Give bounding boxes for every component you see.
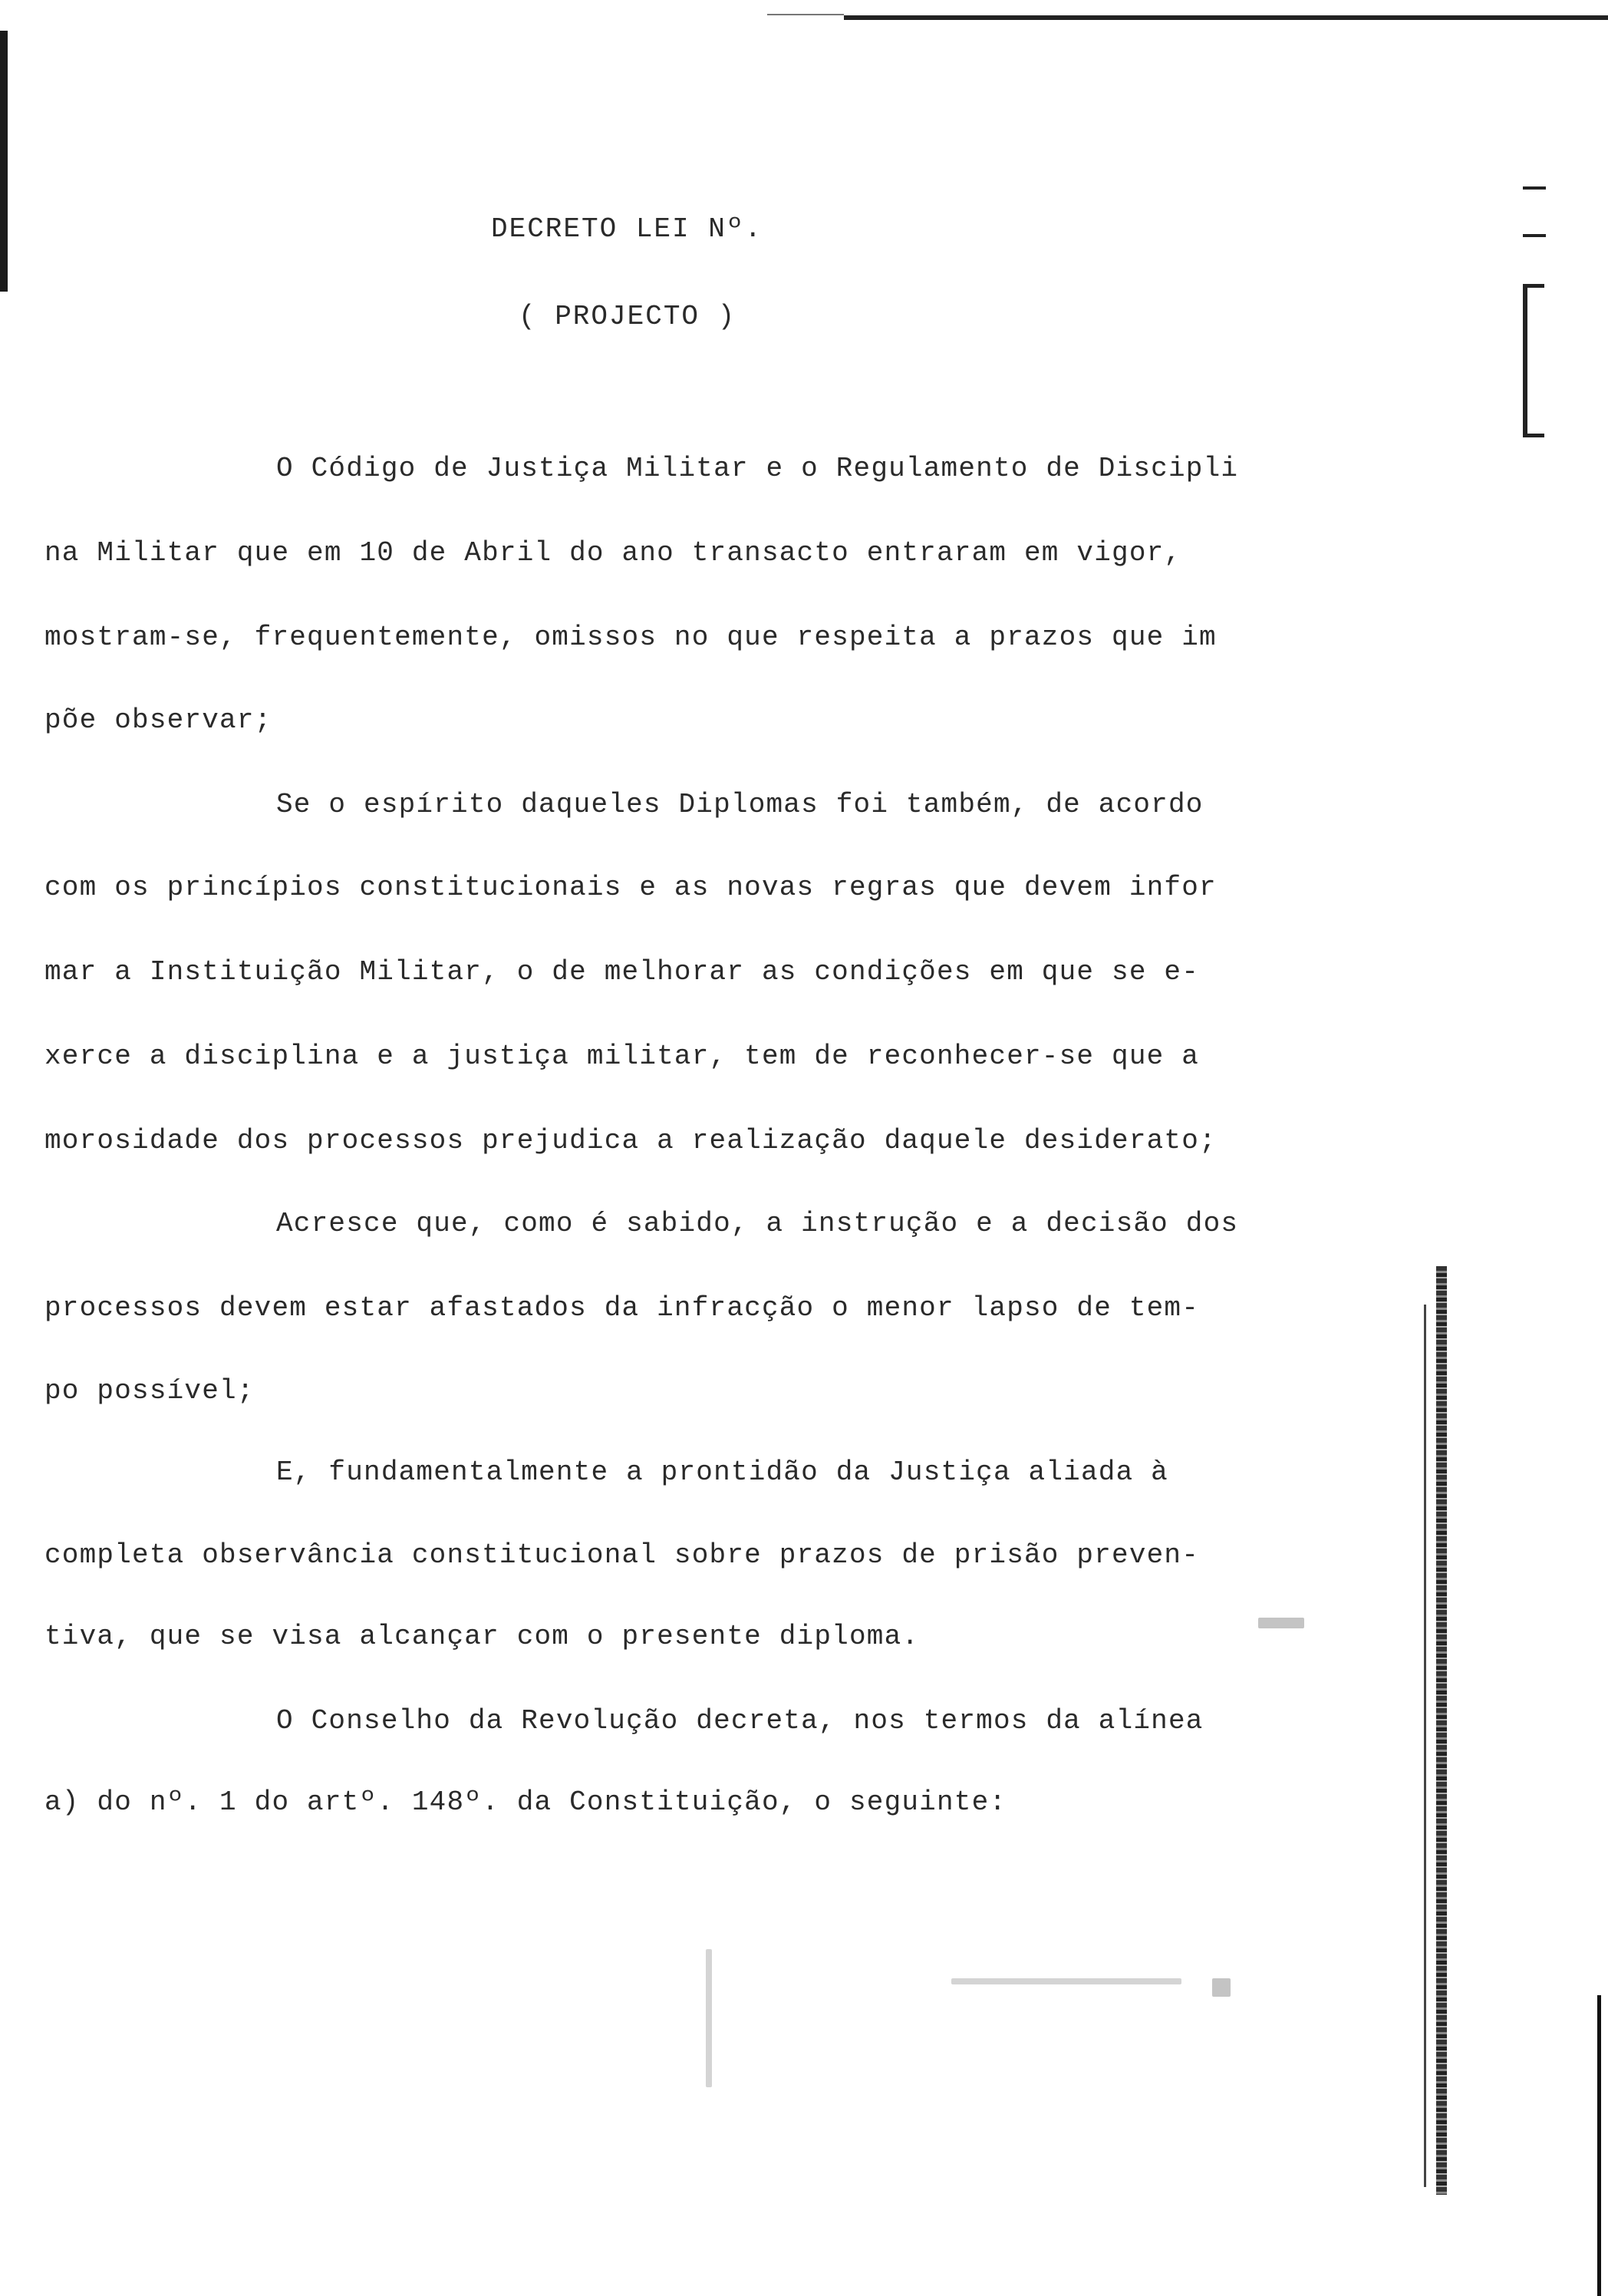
scan-edge-left: [0, 31, 8, 292]
body-line: Se o espírito daqueles Diplomas foi também, de acordo: [276, 789, 1204, 820]
body-line: morosidade dos processos prejudica a realização daquele desiderato;: [44, 1125, 1217, 1156]
document-subtitle: ( PROJECTO ): [519, 301, 736, 332]
scan-top-rule: [844, 15, 1608, 20]
scan-top-rule-thin: [767, 14, 844, 15]
body-line: com os princípios constitucionais e as novas regras que devem infor: [44, 872, 1217, 903]
body-line: mar a Instituição Militar, o de melhorar as condições em que se e-: [44, 956, 1200, 988]
body-line: xerce a disciplina e a justiça militar, tem de reconhecer-se que a: [44, 1041, 1200, 1072]
margin-bracket: [1523, 284, 1527, 437]
body-line: na Militar que em 10 de Abril do ano transacto entraram em vigor,: [44, 537, 1182, 569]
body-line: tiva, que se visa alcançar com o presente diploma.: [44, 1621, 920, 1652]
scan-margin-line: [1424, 1305, 1426, 2187]
body-line: Acresce que, como é sabido, a instrução e a decisão dos: [276, 1208, 1239, 1239]
margin-dash: [1523, 234, 1546, 237]
document-title: DECRETO LEI Nº.: [491, 213, 763, 245]
body-line: completa observância constitucional sobre prazos de prisão preven-: [44, 1539, 1200, 1571]
margin-dash: [1523, 186, 1546, 190]
scan-speck: [1212, 1978, 1231, 1997]
body-line: E, fundamentalmente a prontidão da Justiça aliada à: [276, 1456, 1168, 1488]
body-line: O Código de Justiça Militar e o Regulamento de Discipli: [276, 453, 1239, 484]
scan-speck: [951, 1978, 1181, 1984]
body-line: po possível;: [44, 1375, 255, 1407]
body-line: a) do nº. 1 do artº. 148º. da Constituição, o seguinte:: [44, 1786, 1007, 1818]
body-line: mostram-se, frequentemente, omissos no que respeita a prazos que im: [44, 622, 1217, 653]
scan-speck: [706, 1949, 712, 2087]
body-line: põe observar;: [44, 704, 272, 736]
margin-bracket-bottom: [1523, 434, 1544, 437]
scan-edge-right: [1597, 1995, 1601, 2296]
body-line: processos devem estar afastados da infracção o menor lapso de tem-: [44, 1292, 1200, 1324]
body-line: O Conselho da Revolução decreta, nos termos da alínea: [276, 1705, 1204, 1737]
